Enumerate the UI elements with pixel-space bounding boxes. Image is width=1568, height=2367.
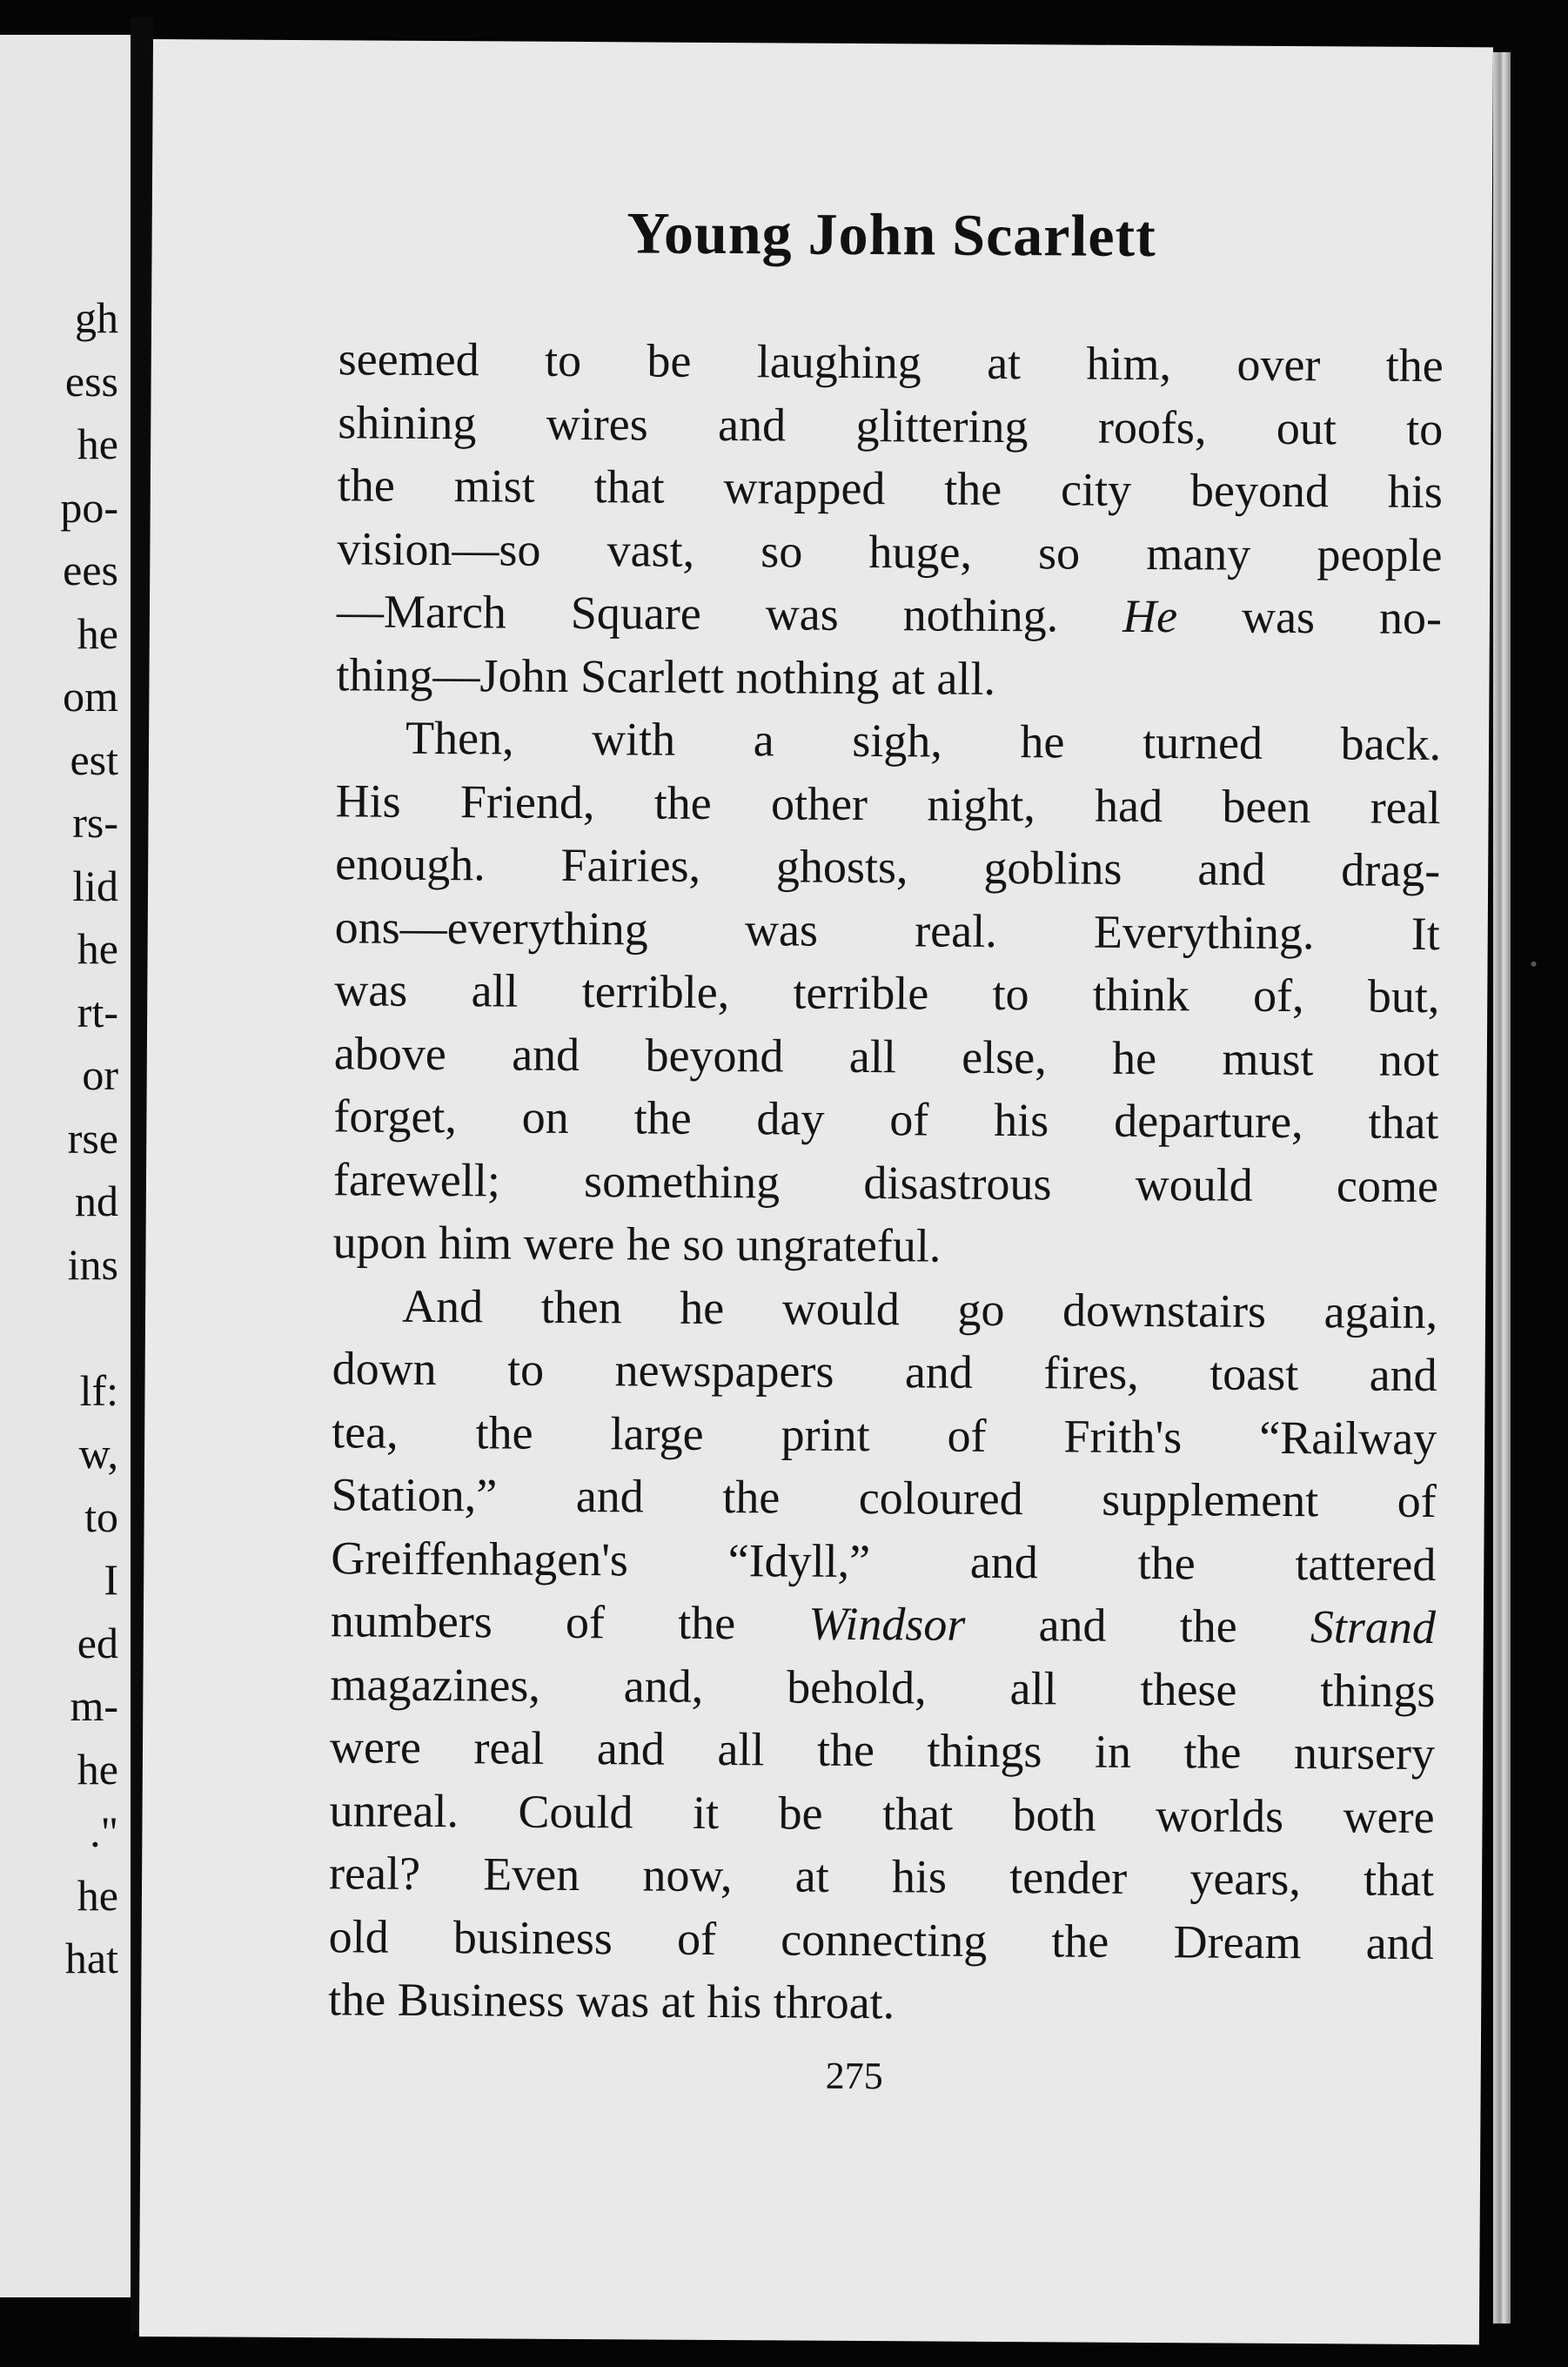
text-line: old business of connecting the Dream and [328, 1909, 1434, 1969]
paragraph-start-line: And then he would go downstairs again, [401, 1279, 1438, 1338]
left-page-text-fragment: rs- [72, 798, 118, 847]
text-line: seemed to be laughing at him, over the [338, 332, 1444, 392]
left-page-text-fragment: lf: [79, 1365, 118, 1415]
left-page-text-fragment: lid [72, 861, 118, 910]
text-line: the mist that wrapped the city beyond his [337, 459, 1444, 519]
left-page-text-fragment: est [70, 734, 118, 784]
text-line: Greiffenhagen's “Idyll,” and the tattered [331, 1531, 1437, 1591]
text-line: enough. Fairies, ghosts, goblins and drag- [335, 837, 1441, 897]
text-line: vision—so vast, so huge, so many people [337, 521, 1443, 581]
left-page-text-fragment: to [84, 1492, 118, 1541]
left-page-text-fragment: w, [78, 1429, 118, 1478]
text-line: farewell; something disastrous would come [332, 1152, 1439, 1212]
italic-text: Windsor [808, 1597, 966, 1651]
paragraph-start-line: Then, with a sigh, he turned back. [405, 711, 1442, 771]
left-page-text-fragment: po- [60, 482, 118, 532]
left-page-fragment [0, 35, 131, 2297]
left-page-text-fragment: he [77, 1744, 118, 1794]
left-page-text-fragment: rse [67, 1113, 118, 1163]
text-span: —March Square was nothing. [336, 585, 1123, 642]
text-span: and the [965, 1598, 1311, 1653]
left-page-text-fragment: ." [90, 1807, 118, 1856]
scan-speck [1531, 962, 1537, 967]
left-page-text-fragment: hat [64, 1934, 118, 1982]
text-line: ons—everything was real. Everything. It [334, 900, 1440, 960]
text-line: His Friend, the other night, had been real [335, 774, 1441, 834]
text-line: shining wires and glittering roofs, out to [338, 395, 1444, 455]
italic-text: He [1122, 589, 1178, 643]
left-page-text-fragment: I [104, 1555, 118, 1604]
text-line: Station,” and the coloured supplement of [331, 1468, 1437, 1528]
left-page-text-fragment: ed [77, 1618, 118, 1667]
right-page [139, 39, 1493, 2344]
left-page-text-fragment: nd [75, 1177, 118, 1225]
text-line: thing—John Scarlett nothing at all. [336, 647, 996, 705]
left-page-text-fragment: he [77, 1870, 118, 1920]
text-line: forget, on the day of his departure, that [333, 1090, 1439, 1150]
text-line: the Business was at his throat. [328, 1973, 895, 2029]
left-page-text-fragment: ins [67, 1239, 118, 1289]
body-text [328, 327, 1444, 2037]
italic-text: Strand [1310, 1600, 1437, 1654]
text-line: were real and all the things in the nursery [329, 1720, 1436, 1780]
text-line: upon him were he so ungrateful. [332, 1216, 941, 1272]
text-line: down to newspapers and fires, toast and [332, 1342, 1437, 1402]
left-page-text-fragment: ess [64, 356, 118, 406]
left-page-text-fragment: gh [75, 293, 118, 342]
running-head: Young John Scarlett [627, 199, 1157, 270]
text-line: above and beyond all else, he must not [333, 1026, 1440, 1086]
text-span: numbers of the [330, 1594, 809, 1650]
text-line: unreal. Could it be that both worlds were [329, 1783, 1435, 1843]
left-page-text-fragment: rt- [77, 987, 118, 1036]
page-number: 275 [825, 2054, 883, 2098]
left-page-text-fragment: he [77, 924, 118, 973]
text-span: was no- [1176, 590, 1443, 645]
text-line [337, 580, 1442, 649]
page-edge-stack [1493, 52, 1511, 2323]
text-line: tea, the large print of Frith's “Railway [332, 1405, 1437, 1465]
left-page-text-fragment: he [77, 419, 118, 468]
left-page-text-fragment: om [63, 672, 118, 721]
left-page-text-fragment: ees [63, 546, 118, 594]
text-line: magazines, and, behold, all these things [330, 1657, 1436, 1717]
left-page-text-fragment: he [77, 608, 118, 658]
left-page-text-fragment: m- [70, 1681, 118, 1730]
text-line [331, 1589, 1436, 1659]
text-line: real? Even now, at his tender years, that [328, 1847, 1435, 1907]
text-line: was all terrible, terrible to think of, but, [334, 963, 1440, 1023]
left-page-text-fragment: or [82, 1050, 118, 1099]
